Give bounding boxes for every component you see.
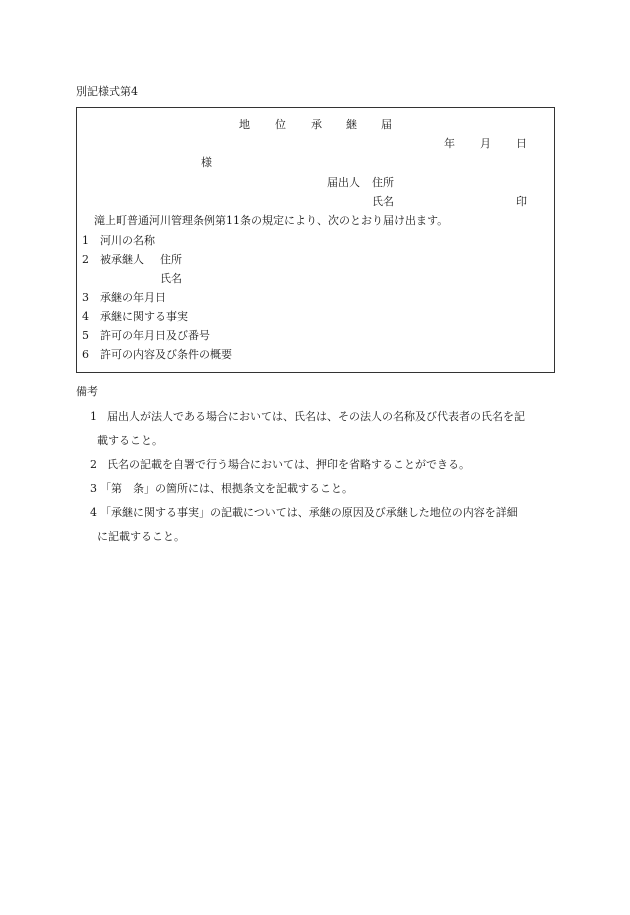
note-number: 3 xyxy=(90,482,97,495)
item-number: 5 xyxy=(82,329,89,342)
note-text: 届出人が法人である場合においては、氏名は、その法人の名称及び代表者の氏名を記 xyxy=(107,410,525,423)
notifier-label: 届出人 xyxy=(327,176,360,189)
date-month-label: 月 xyxy=(480,137,491,150)
title-char: 継 xyxy=(346,118,357,131)
seal-label: 印 xyxy=(516,195,527,208)
item-label: 許可の年月日及び番号 xyxy=(100,329,210,342)
note-text-continued: に記載すること。 xyxy=(97,530,185,543)
note-number: 1 xyxy=(90,410,97,423)
addressee-suffix: 様 xyxy=(201,156,212,169)
notifier-address-label: 住所 xyxy=(372,176,394,189)
item-number: 4 xyxy=(82,310,89,323)
note-text: 「承継に関する事実」の記載については、承継の原因及び承継した地位の内容を詳細 xyxy=(100,506,518,519)
note-text-continued: 載すること。 xyxy=(97,434,163,447)
item-label: 承継に関する事実 xyxy=(100,310,188,323)
title-char: 届 xyxy=(381,118,392,131)
note-text: 氏名の記載を自署で行う場合においては、押印を省略することができる。 xyxy=(107,458,470,471)
item-label: 河川の名称 xyxy=(100,234,155,247)
item-number: 6 xyxy=(82,348,89,361)
note-text: 「第 条」の箇所には、根拠条文を記載すること。 xyxy=(100,482,353,495)
predecessor-address-label: 住所 xyxy=(160,253,182,266)
remarks-heading: 備考 xyxy=(76,385,98,398)
note-number: 4 xyxy=(90,506,97,519)
title-char: 地 xyxy=(239,118,250,131)
item-number: 2 xyxy=(82,253,89,266)
notifier-name-label: 氏名 xyxy=(372,195,394,208)
item-number: 3 xyxy=(82,291,89,304)
title-char: 位 xyxy=(275,118,286,131)
intro-text: 滝上町普通河川管理条例第11条の規定により、次のとおり届け出ます。 xyxy=(94,214,449,227)
form-number-label: 別記様式第4 xyxy=(76,85,138,98)
item-label: 承継の年月日 xyxy=(100,291,166,304)
date-day-label: 日 xyxy=(516,137,527,150)
predecessor-name-label: 氏名 xyxy=(160,272,182,285)
item-number: 1 xyxy=(82,234,89,247)
note-number: 2 xyxy=(90,458,97,471)
item-label: 被承継人 xyxy=(100,253,144,266)
item-label: 許可の内容及び条件の概要 xyxy=(100,348,232,361)
title-char: 承 xyxy=(311,118,322,131)
date-year-label: 年 xyxy=(444,137,455,150)
